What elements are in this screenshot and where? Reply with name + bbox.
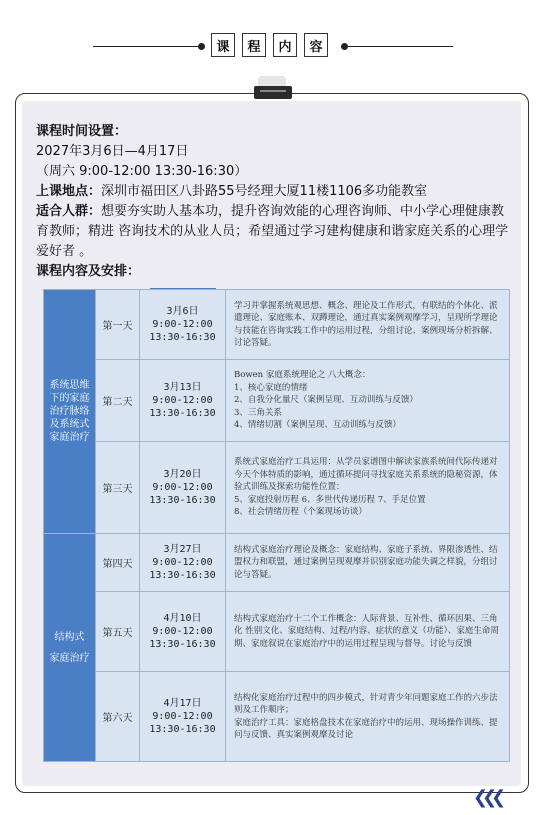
desc-line: 3、三角关系 [234, 407, 282, 418]
am-time: 9:00-12:00 [152, 482, 213, 493]
course-info [36, 122, 516, 282]
date: 3月27日 [163, 544, 202, 555]
time-cell [140, 360, 226, 442]
desc-line: 4、情绪切割（案例呈现、互动训练与反馈） [234, 420, 401, 431]
date: 4月17日 [163, 698, 202, 709]
day-cell: 第二天 [96, 360, 140, 442]
category-cell-2 [44, 534, 96, 762]
time-label: 课程时间设置： [36, 124, 128, 139]
am-time: 9:00-12:00 [152, 395, 213, 406]
date: 4月10日 [163, 613, 202, 624]
table-row [44, 360, 510, 442]
day-cell: 第四天 [96, 534, 140, 592]
day-cell: 第三天 [96, 442, 140, 534]
time-cell [140, 290, 226, 360]
content-label: 课程内容及安排： [36, 264, 141, 279]
category-2-line2: 家庭治疗 [49, 652, 90, 664]
date-range: 2027年3月6日—4月17日 [36, 144, 189, 159]
audience-label: 适合人群： [36, 204, 102, 219]
header-char: 容 [304, 33, 328, 57]
time-cell [140, 672, 226, 762]
day-cell: 第一天 [96, 290, 140, 360]
header-char: 程 [242, 33, 266, 57]
table-row [44, 534, 510, 592]
desc-cell [226, 360, 510, 442]
am-time: 9:00-12:00 [152, 557, 213, 568]
header-char: 课 [211, 33, 235, 57]
audience-line [36, 202, 516, 262]
desc-line: 结构式家庭治疗理论及概念：家庭结构、家庭子系统、界限渗透性、结盟权力和联盟，通过案例呈现观摩并识别家庭功能失调之样貌，分组讨论与答疑。 [234, 544, 498, 580]
date: 3月20日 [163, 469, 202, 480]
desc-line: 学习并掌握系统观思想、概念、理论及工作形式，有联结的个体化、派遣理论、家庭账本、双蹲理论，通过真实案例观摩学习，呈现所学理论与技能在咨询实践工作中的运用过程，分组讨论、案例现场分析拆解、讨论答疑。 [234, 300, 498, 348]
desc-cell [226, 534, 510, 592]
schedule-table [43, 289, 510, 762]
pm-time: 13:30-16:30 [149, 570, 216, 581]
audience-value: 想要夯实助人基本功，提升咨询效能的心理咨询师、中小学心理健康教育教师；精进 咨询技术的从业人员；希望通过学习建构健康和谐家庭关系的心理学爱好者 。 [36, 204, 509, 259]
desc-line: Bowen 家庭系统理论之 八大概念： [234, 370, 371, 381]
header-dot-right [341, 43, 348, 50]
pm-time: 13:30-16:30 [149, 332, 216, 343]
pm-time: 13:30-16:30 [149, 495, 216, 506]
table-row [44, 290, 510, 360]
day-cell: 第六天 [96, 672, 140, 762]
desc-line: 8、社会情绪历程（个案现场访谈） [234, 507, 367, 518]
table-row [44, 592, 510, 672]
desc-line: 1、核心家庭的情绪 [234, 382, 308, 393]
pm-time: 13:30-16:30 [149, 408, 216, 419]
day-cell: 第五天 [96, 592, 140, 672]
table-row [44, 672, 510, 762]
category-cell-1 [44, 290, 96, 534]
desc-line: 2、自我分化量尺（案例呈现、互动训练与反馈） [234, 395, 418, 406]
desc-cell [226, 672, 510, 762]
header-line-right [348, 46, 453, 47]
header-dot-left [198, 43, 205, 50]
triple-chevron-left-icon[interactable]: ❮❮❮ [473, 787, 501, 808]
location-label: 上课地点： [36, 184, 102, 199]
am-time: 9:00-12:00 [152, 711, 213, 722]
location-line [36, 182, 516, 202]
desc-cell [226, 592, 510, 672]
table-row [44, 442, 510, 534]
date: 3月13日 [163, 382, 202, 393]
desc-line: 结构式家庭治疗十二个工作概念：人际背景、互补性、循环因果、三角化 性别文化、家庭结构、过程/内容、症状的意义（功能）、家庭生命周期、家庭叙说在家庭治疗中的运用过程呈现与督导。讨论与反馈 [234, 613, 499, 649]
time-cell [140, 592, 226, 672]
pm-time: 13:30-16:30 [149, 639, 216, 650]
category-2-line1: 结构式 [54, 631, 85, 643]
desc-cell [226, 290, 510, 360]
time-cell [140, 534, 226, 592]
desc-line: 结构化家庭治疗过程中的四步模式，针对青少年问题家庭工作的六步法则及工作顺序； [234, 692, 498, 715]
binder-clip-icon [254, 86, 292, 99]
desc-line: 系统式家庭治疗工具运用：从学员家谱图中解读家族系统间代际传递对今天个体特质的影响，通过循环提问寻找家庭关系系统的隐秘资源，体验式训练及探索功能性位置： [234, 457, 498, 493]
location-value: 深圳市福田区八卦路55号经理大厦11楼1106多功能教室 [101, 184, 428, 199]
desc-line: 家庭治疗工具：家庭格盘技术在家庭治疗中的运用、现场操作训练、提问与反馈、真实案例观摩及讨论 [234, 717, 498, 740]
session-time: （周六 9:00-12:00 13:30-16:30） [36, 164, 248, 179]
pm-time: 13:30-16:30 [149, 724, 216, 735]
desc-line: 5、家庭投射历程 6、多世代传递历程 7、手足位置 [234, 494, 426, 505]
header-line-left [93, 46, 198, 47]
time-cell [140, 442, 226, 534]
category-1: 系统思维下的家庭治疗脉络及系统式家庭治疗 [49, 380, 90, 443]
am-time: 9:00-12:00 [152, 319, 213, 330]
header-title [211, 33, 328, 57]
header-char: 内 [273, 33, 297, 57]
am-time: 9:00-12:00 [152, 626, 213, 637]
desc-cell [226, 442, 510, 534]
date: 3月6日 [166, 306, 199, 317]
